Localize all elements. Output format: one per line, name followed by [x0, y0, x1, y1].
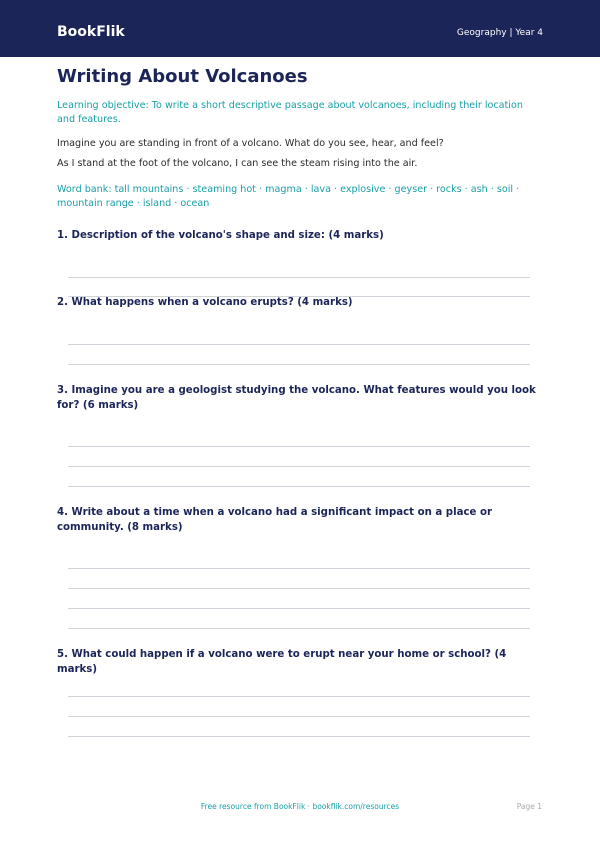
answer-line[interactable] [68, 628, 530, 629]
writing-prompt: Imagine you are standing in front of a volcano. What do you see, hear, and feel? [57, 138, 444, 149]
answer-line[interactable] [68, 588, 530, 589]
learning-objective: Learning objective: To write a short descriptive passage about volcanoes, including their location and features. [57, 100, 523, 125]
question-1: 1. Description of the volcano's shape and size: (4 marks) [57, 230, 384, 241]
page-number: Page 1 [516, 802, 542, 811]
answer-line[interactable] [68, 568, 530, 569]
word-bank: Word bank: tall mountains · steaming hot · magma · lava · explosive · geyser · rocks · ash · soil · mountain range · island · ocean [57, 184, 520, 209]
example-sentence: As I stand at the foot of the volcano, I can see the steam rising into the air. [57, 158, 418, 169]
question-4: 4. Write about a time when a volcano had a significant impact on a place or community. (8 marks) [57, 507, 492, 533]
answer-line[interactable] [68, 608, 530, 609]
answer-line[interactable] [68, 486, 530, 487]
answer-line[interactable] [68, 344, 530, 345]
question-3: 3. Imagine you are a geologist studying the volcano. What features would you look for? (6 marks) [57, 385, 536, 411]
answer-line[interactable] [68, 466, 530, 467]
answer-line[interactable] [68, 446, 530, 447]
answer-line[interactable] [68, 696, 530, 697]
question-5: 5. What could happen if a volcano were to erupt near your home or school? (4 marks) [57, 649, 507, 675]
answer-line[interactable] [68, 736, 530, 737]
footer-resource-link[interactable]: Free resource from BookFlik · bookflik.com/resources [200, 802, 400, 811]
header-bar [0, 0, 600, 57]
answer-line[interactable] [68, 277, 530, 278]
answer-line[interactable] [68, 716, 530, 717]
question-2: 2. What happens when a volcano erupts? (4 marks) [57, 297, 353, 308]
subject-year-label: Geography | Year 4 [456, 28, 543, 38]
page-title: Writing About Volcanoes [57, 66, 308, 87]
answer-line[interactable] [68, 364, 530, 365]
brand-logo: BookFlik [57, 24, 125, 40]
